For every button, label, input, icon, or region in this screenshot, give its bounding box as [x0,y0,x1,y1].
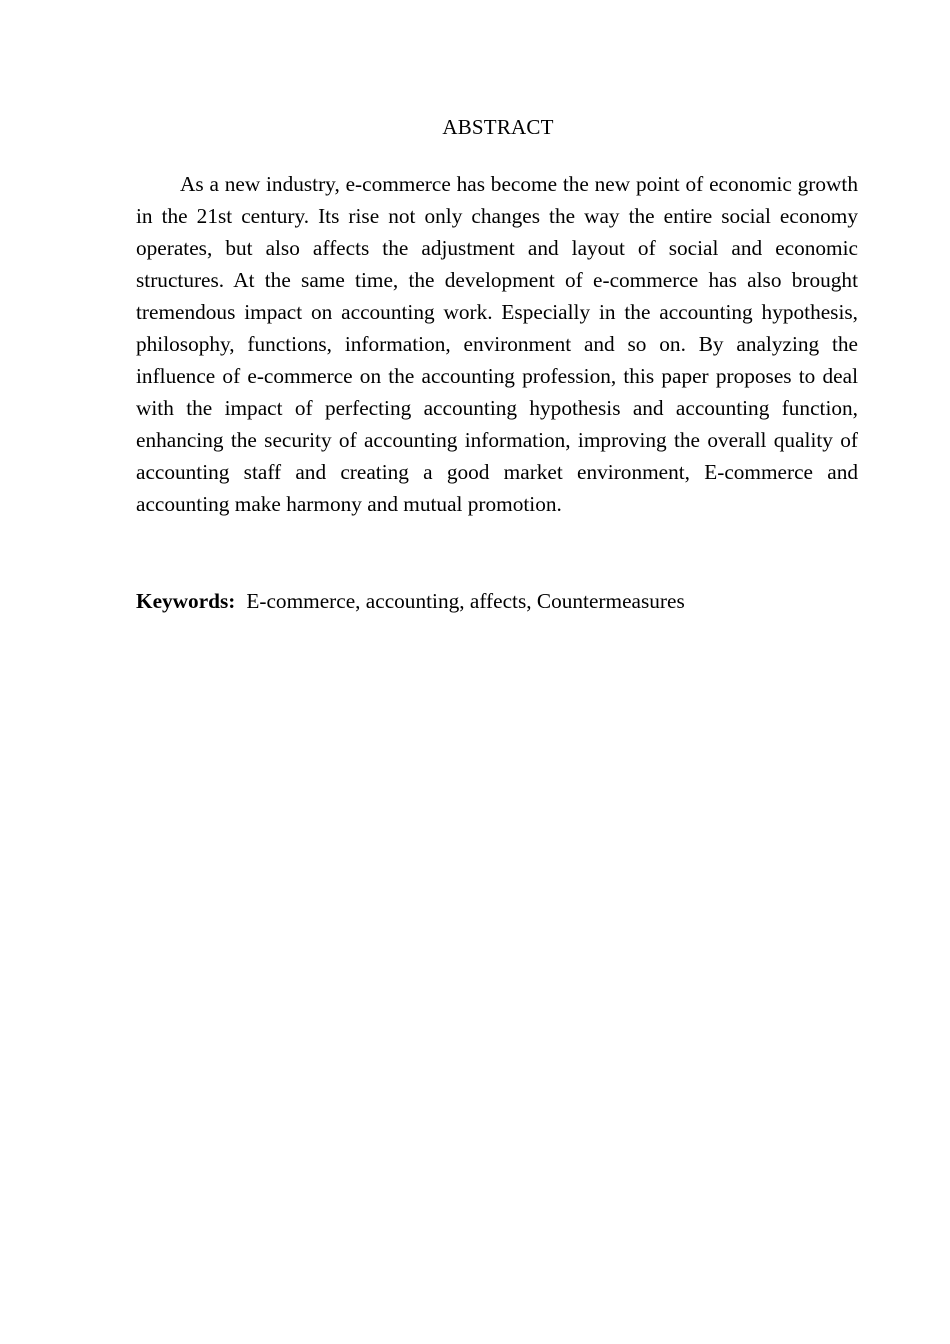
keywords-label: Keywords: [136,589,236,613]
keywords-line [136,585,858,617]
keywords-list: E-commerce, accounting, affects, Countermeasures [246,589,685,613]
abstract-heading: ABSTRACT [442,115,554,139]
abstract-paragraph: As a new industry, e-commerce has become the new point of economic growth in the 21st century. Its rise not only changes the way the entire social economy operates, but also affects the adjustment and layout of social and economic structures. At the same time, the development of e-commerce has also brought tremendous impact on accounting work. Especially in the accounting hypothesis, philosophy, functions, information, environment and so on. By analyzing the influence of e-commerce on the accounting profession, this paper proposes to deal with the impact of perfecting accounting hypothesis and accounting function, enhancing the security of accounting information, improving the overall quality of accounting staff and creating a good market environment, E-commerce and accounting make harmony and mutual promotion. [136,172,858,516]
